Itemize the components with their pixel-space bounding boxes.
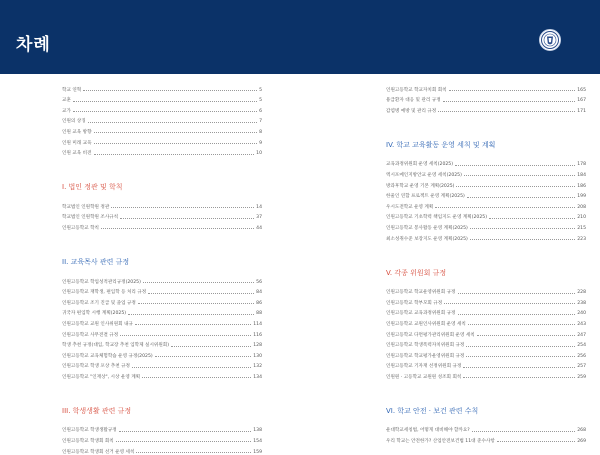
toc-entry-title: 한울인 연합 프로젝트 운영 계획(2025) — [386, 194, 465, 200]
toc-entry-title: 학생 추천 규정(대입, 학교장 추천 입학제 실시위원회) — [62, 343, 169, 349]
toc-entry — [386, 316, 586, 327]
toc-entry-title: 인원고등학교 다면평가관리위원회 운영 세칙 — [386, 332, 475, 338]
dot-leader — [136, 452, 251, 453]
toc-entry — [386, 423, 586, 434]
dot-leader — [94, 132, 258, 133]
dot-leader — [135, 324, 251, 325]
toc-entry — [386, 167, 586, 178]
toc-entry — [386, 82, 586, 93]
dot-leader — [477, 335, 576, 336]
toc-entry-page: 14 — [256, 204, 262, 210]
dot-leader — [443, 101, 576, 102]
dot-leader — [472, 431, 575, 432]
toc-entry-page: 130 — [253, 353, 262, 359]
toc-entry-page: 56 — [256, 279, 262, 285]
toc-section — [386, 406, 586, 444]
toc-entry-title: 인원 교육 방향 — [62, 129, 92, 135]
toc-entry — [386, 295, 586, 306]
toc-entry-title: 방과후학교 운영 기본 계획(2025) — [386, 183, 455, 189]
toc-entry-title: 인원고등학교 학부모회 규정 — [386, 300, 443, 306]
toc-entry-page: 7 — [259, 119, 262, 125]
school-emblem-icon — [539, 29, 561, 51]
toc-left-column — [62, 82, 262, 455]
toc-entry-page: 86 — [256, 300, 262, 306]
dot-leader — [73, 111, 257, 112]
toc-entry-page: 184 — [577, 172, 586, 178]
toc-entry-page: 199 — [577, 194, 586, 200]
dot-leader — [438, 111, 575, 112]
toc-entry-title: 인원고등학교 교원인사위원회 운영 세칙 — [386, 321, 466, 327]
toc-entry-title: 인원고등학교 학교평가운영위원회 규정 — [386, 353, 465, 359]
dot-leader — [119, 431, 252, 432]
section-heading: IV. 학교 교육활동 운영 세칙 및 계획 — [386, 140, 496, 149]
toc-entry — [386, 231, 586, 242]
toc-entry — [62, 199, 262, 210]
dot-leader — [142, 377, 251, 378]
toc-entry-page: 228 — [577, 290, 586, 296]
toc-entry-title: 운대학교세칭법, 어떻게 대비해야 할까요? — [386, 428, 470, 434]
toc-entry — [386, 93, 586, 104]
toc-entry — [386, 189, 586, 200]
toc-entry-page: 44 — [256, 225, 262, 231]
toc-right-column — [386, 82, 586, 444]
toc-entry-title: 인원고등학교 학교운영위원회 규정 — [386, 290, 456, 296]
dot-leader — [444, 303, 575, 304]
section-heading: I. 법인 정관 및 학칙 — [62, 183, 123, 192]
toc-entry-title: 인원고등학교 사무전결 규정 — [62, 332, 119, 338]
toc-entry-title: 인원고등학교 학생생활규정 — [62, 428, 117, 434]
dot-leader — [458, 314, 576, 315]
toc-entry-title: 우시도전학교 운영 계획 — [386, 204, 434, 210]
toc-entry-page: 84 — [256, 290, 262, 296]
toc-entry-page: 5 — [259, 87, 262, 93]
toc-entry-page: 178 — [577, 162, 586, 168]
dot-leader — [143, 282, 254, 283]
toc-section — [62, 406, 262, 455]
toc-entry-title: 인원고등학교 학교자치회 회칙 — [386, 87, 447, 93]
dot-leader — [116, 441, 251, 442]
section-spacer — [62, 380, 262, 406]
toc-entry — [62, 285, 262, 296]
toc-entry-title: 최소성취수준 보장지도 운영 계획(2025) — [386, 236, 468, 242]
toc-entry-title: 귀국자 편입학 시행 계획(2025) — [62, 311, 127, 317]
section-spacer — [386, 114, 586, 140]
toc-entry-title: 교육과정위원회 운영 세칙(2025) — [386, 162, 454, 168]
toc-entry-title: 인원고등학교 교원 인사위원회 내규 — [62, 321, 133, 327]
toc-entry — [386, 199, 586, 210]
toc-entry — [386, 285, 586, 296]
toc-entry — [62, 124, 262, 135]
toc-entry-page: 247 — [577, 332, 586, 338]
toc-entry — [62, 369, 262, 380]
toc-entry-page: 159 — [253, 449, 262, 455]
dot-leader — [132, 367, 251, 368]
toc-entry-title: 인원고등학교 재학생, 편입학 등 처리 규정 — [62, 290, 147, 296]
toc-entry-page: 116 — [253, 332, 262, 338]
toc-entry — [62, 295, 262, 306]
toc-entry-title: 감염병 예방 및 관리 규정 — [386, 108, 437, 114]
dot-leader — [489, 218, 575, 219]
toc-entry — [62, 93, 262, 104]
section-spacer — [386, 380, 586, 406]
toc-entry-title: 인원고등학교 봉사활동 운영 계획(2025) — [386, 225, 468, 231]
toc-entry-page: 134 — [253, 374, 262, 380]
toc-entry — [386, 178, 586, 189]
toc-entry-title: 인원고등학교 학생회 회칙 — [62, 439, 114, 445]
toc-entry — [386, 348, 586, 359]
toc-entry-page: 269 — [577, 439, 586, 445]
toc-entry — [62, 316, 262, 327]
dot-leader — [88, 122, 257, 123]
toc-entry-title: 인원고등학교 학생폭력자치위원회 규정 — [386, 343, 465, 349]
toc-entry-page: 128 — [253, 343, 262, 349]
dot-leader — [497, 441, 575, 442]
toc-entry — [62, 423, 262, 434]
toc-entry-title: 인원고등학교 학칙 — [62, 225, 99, 231]
dot-leader — [120, 335, 251, 336]
dot-leader — [120, 218, 254, 219]
toc-entry-title: 인원 교육 비전 — [62, 151, 92, 157]
toc-entry-title: 엑시포메인지방안교 운영 세칙(2025) — [386, 172, 462, 178]
toc-section — [62, 257, 262, 380]
toc-entry — [62, 444, 262, 455]
toc-entry-page: 256 — [577, 353, 586, 359]
toc-entry-title: 인원의 상징 — [62, 119, 86, 125]
toc-entry-page: 37 — [256, 215, 262, 221]
toc-entry-page: 257 — [577, 364, 586, 370]
toc-entry — [386, 306, 586, 317]
toc-entry-title: 인원고등학교 학업성적관리규정(2025) — [62, 279, 141, 285]
toc-entry — [62, 338, 262, 349]
toc-entry-page: 171 — [577, 108, 586, 114]
dot-leader — [138, 303, 254, 304]
toc-entry — [386, 327, 586, 338]
dot-leader — [467, 197, 575, 198]
toc-entry-title: 용급환자 대응 및 관리 규정 — [386, 98, 441, 104]
toc-entry — [386, 359, 586, 370]
dot-leader — [470, 239, 575, 240]
toc-entry — [62, 433, 262, 444]
dot-leader — [449, 90, 576, 91]
toc-entry-page: 114 — [253, 321, 262, 327]
toc-entry-page: 167 — [577, 98, 586, 104]
toc-section — [386, 268, 586, 380]
toc-entry-page: 186 — [577, 183, 586, 189]
toc-entry-page: 138 — [253, 428, 262, 434]
toc-section — [62, 182, 262, 231]
toc-entry-title: 인원고등학교 교육체험학습 운영 규정(2025) — [62, 353, 153, 359]
toc-entry — [386, 210, 586, 221]
dot-leader — [456, 186, 575, 187]
toc-entry-page: 5 — [259, 98, 262, 104]
toc-entry — [62, 135, 262, 146]
toc-entry — [62, 146, 262, 157]
toc-entry-title: 인원고등학교 기자재 선정위원회 규정 — [386, 364, 462, 370]
toc-entry-page: 268 — [577, 428, 586, 434]
section-heading: III. 학생생활 관련 규정 — [62, 406, 132, 415]
toc-section — [386, 140, 586, 242]
section-spacer — [62, 156, 262, 182]
dot-leader — [458, 293, 576, 294]
dot-leader — [83, 90, 257, 91]
toc-entry-page: 238 — [577, 300, 586, 306]
toc-entry-title: 학교법인 인원학원 정관 — [62, 204, 110, 210]
toc-entry — [386, 157, 586, 168]
toc-entry-title: 교훈 — [62, 98, 71, 104]
toc-entry-page: 154 — [253, 439, 262, 445]
dot-leader — [466, 346, 575, 347]
toc-entry-page: 254 — [577, 343, 586, 349]
toc-entry-title: 학교법인 인원학원 조사규칙 — [62, 215, 119, 221]
toc-entry — [62, 359, 262, 370]
toc-entry-page: 132 — [253, 364, 262, 370]
toc-entry-page: 259 — [577, 374, 586, 380]
toc-entry — [386, 369, 586, 380]
dot-leader — [94, 143, 258, 144]
toc-entry-page: 240 — [577, 311, 586, 317]
toc-entry-page: 6 — [259, 108, 262, 114]
dot-leader — [464, 175, 575, 176]
dot-leader — [73, 101, 257, 102]
dot-leader — [101, 228, 254, 229]
dot-leader — [128, 314, 254, 315]
dot-leader — [94, 154, 255, 155]
page-title: 차례 — [16, 35, 51, 55]
toc-entry-page: 10 — [256, 151, 262, 157]
toc-entry — [62, 114, 262, 125]
dot-leader — [455, 165, 575, 166]
toc-entry-title: 인원고등학교 기초학력 책임지도 운영 계획(2025) — [386, 215, 487, 221]
toc-entry-page: 88 — [256, 311, 262, 317]
section-spacer — [62, 231, 262, 257]
dot-leader — [463, 367, 575, 368]
toc-entry-title: 인원원 · 고등학교 교원원 성조회 회칙 — [386, 374, 462, 380]
toc-entry-title: 인원고등학교 교육과정위원회 규정 — [386, 311, 456, 317]
toc-entry — [62, 103, 262, 114]
toc-entry-page: 165 — [577, 87, 586, 93]
toc-entry-page: 223 — [577, 236, 586, 242]
page-header — [0, 0, 600, 74]
toc-entry-title: 인원고등학교 "인재상", 시상 운영 계획 — [62, 374, 141, 380]
toc-entry-title: 교가 — [62, 108, 71, 114]
toc-entry — [386, 433, 586, 444]
dot-leader — [111, 207, 254, 208]
toc-entry-page: 208 — [577, 204, 586, 210]
toc-entry-title: 인원고등학교 조기 진급 및 졸업 규정 — [62, 300, 136, 306]
dot-leader — [435, 207, 575, 208]
toc-entry-page: 243 — [577, 321, 586, 327]
section-heading: II. 교육목사 관련 규정 — [62, 257, 130, 266]
toc-entry-title: 인원 미래 교육 — [62, 140, 92, 146]
toc-entry — [386, 103, 586, 114]
dot-leader — [470, 228, 575, 229]
toc-entry — [62, 327, 262, 338]
section-heading: VI. 학교 안전 · 보건 관련 수칙 — [386, 406, 479, 415]
toc-entry — [62, 306, 262, 317]
toc-entry-page: 210 — [577, 215, 586, 221]
toc-entry — [62, 82, 262, 93]
toc-entry — [62, 210, 262, 221]
dot-leader — [468, 324, 575, 325]
dot-leader — [171, 346, 251, 347]
dot-leader — [466, 356, 575, 357]
section-spacer — [386, 242, 586, 268]
toc-entry-title: 우리 학교는 안전한가? 산업안전보건법 11대 준수사항 — [386, 439, 495, 445]
toc-entry-page: 9 — [259, 140, 262, 146]
toc-entry-title: 인원고등학교 학생회 선거 운영 세칙 — [62, 449, 135, 455]
toc-entry — [386, 338, 586, 349]
toc-entry-page: 215 — [577, 225, 586, 231]
toc-entry-title: 인원고등학교 학생 포상 추천 규정 — [62, 364, 130, 370]
dot-leader — [155, 356, 252, 357]
toc-entry — [62, 348, 262, 359]
section-heading: V. 각종 위원회 규정 — [386, 268, 447, 277]
toc-entry — [62, 220, 262, 231]
dot-leader — [148, 293, 254, 294]
toc-entry-page: 8 — [259, 129, 262, 135]
toc-entry — [62, 274, 262, 285]
toc-entry-title: 학교 연혁 — [62, 87, 82, 93]
toc-entry — [386, 220, 586, 231]
dot-leader — [463, 377, 575, 378]
